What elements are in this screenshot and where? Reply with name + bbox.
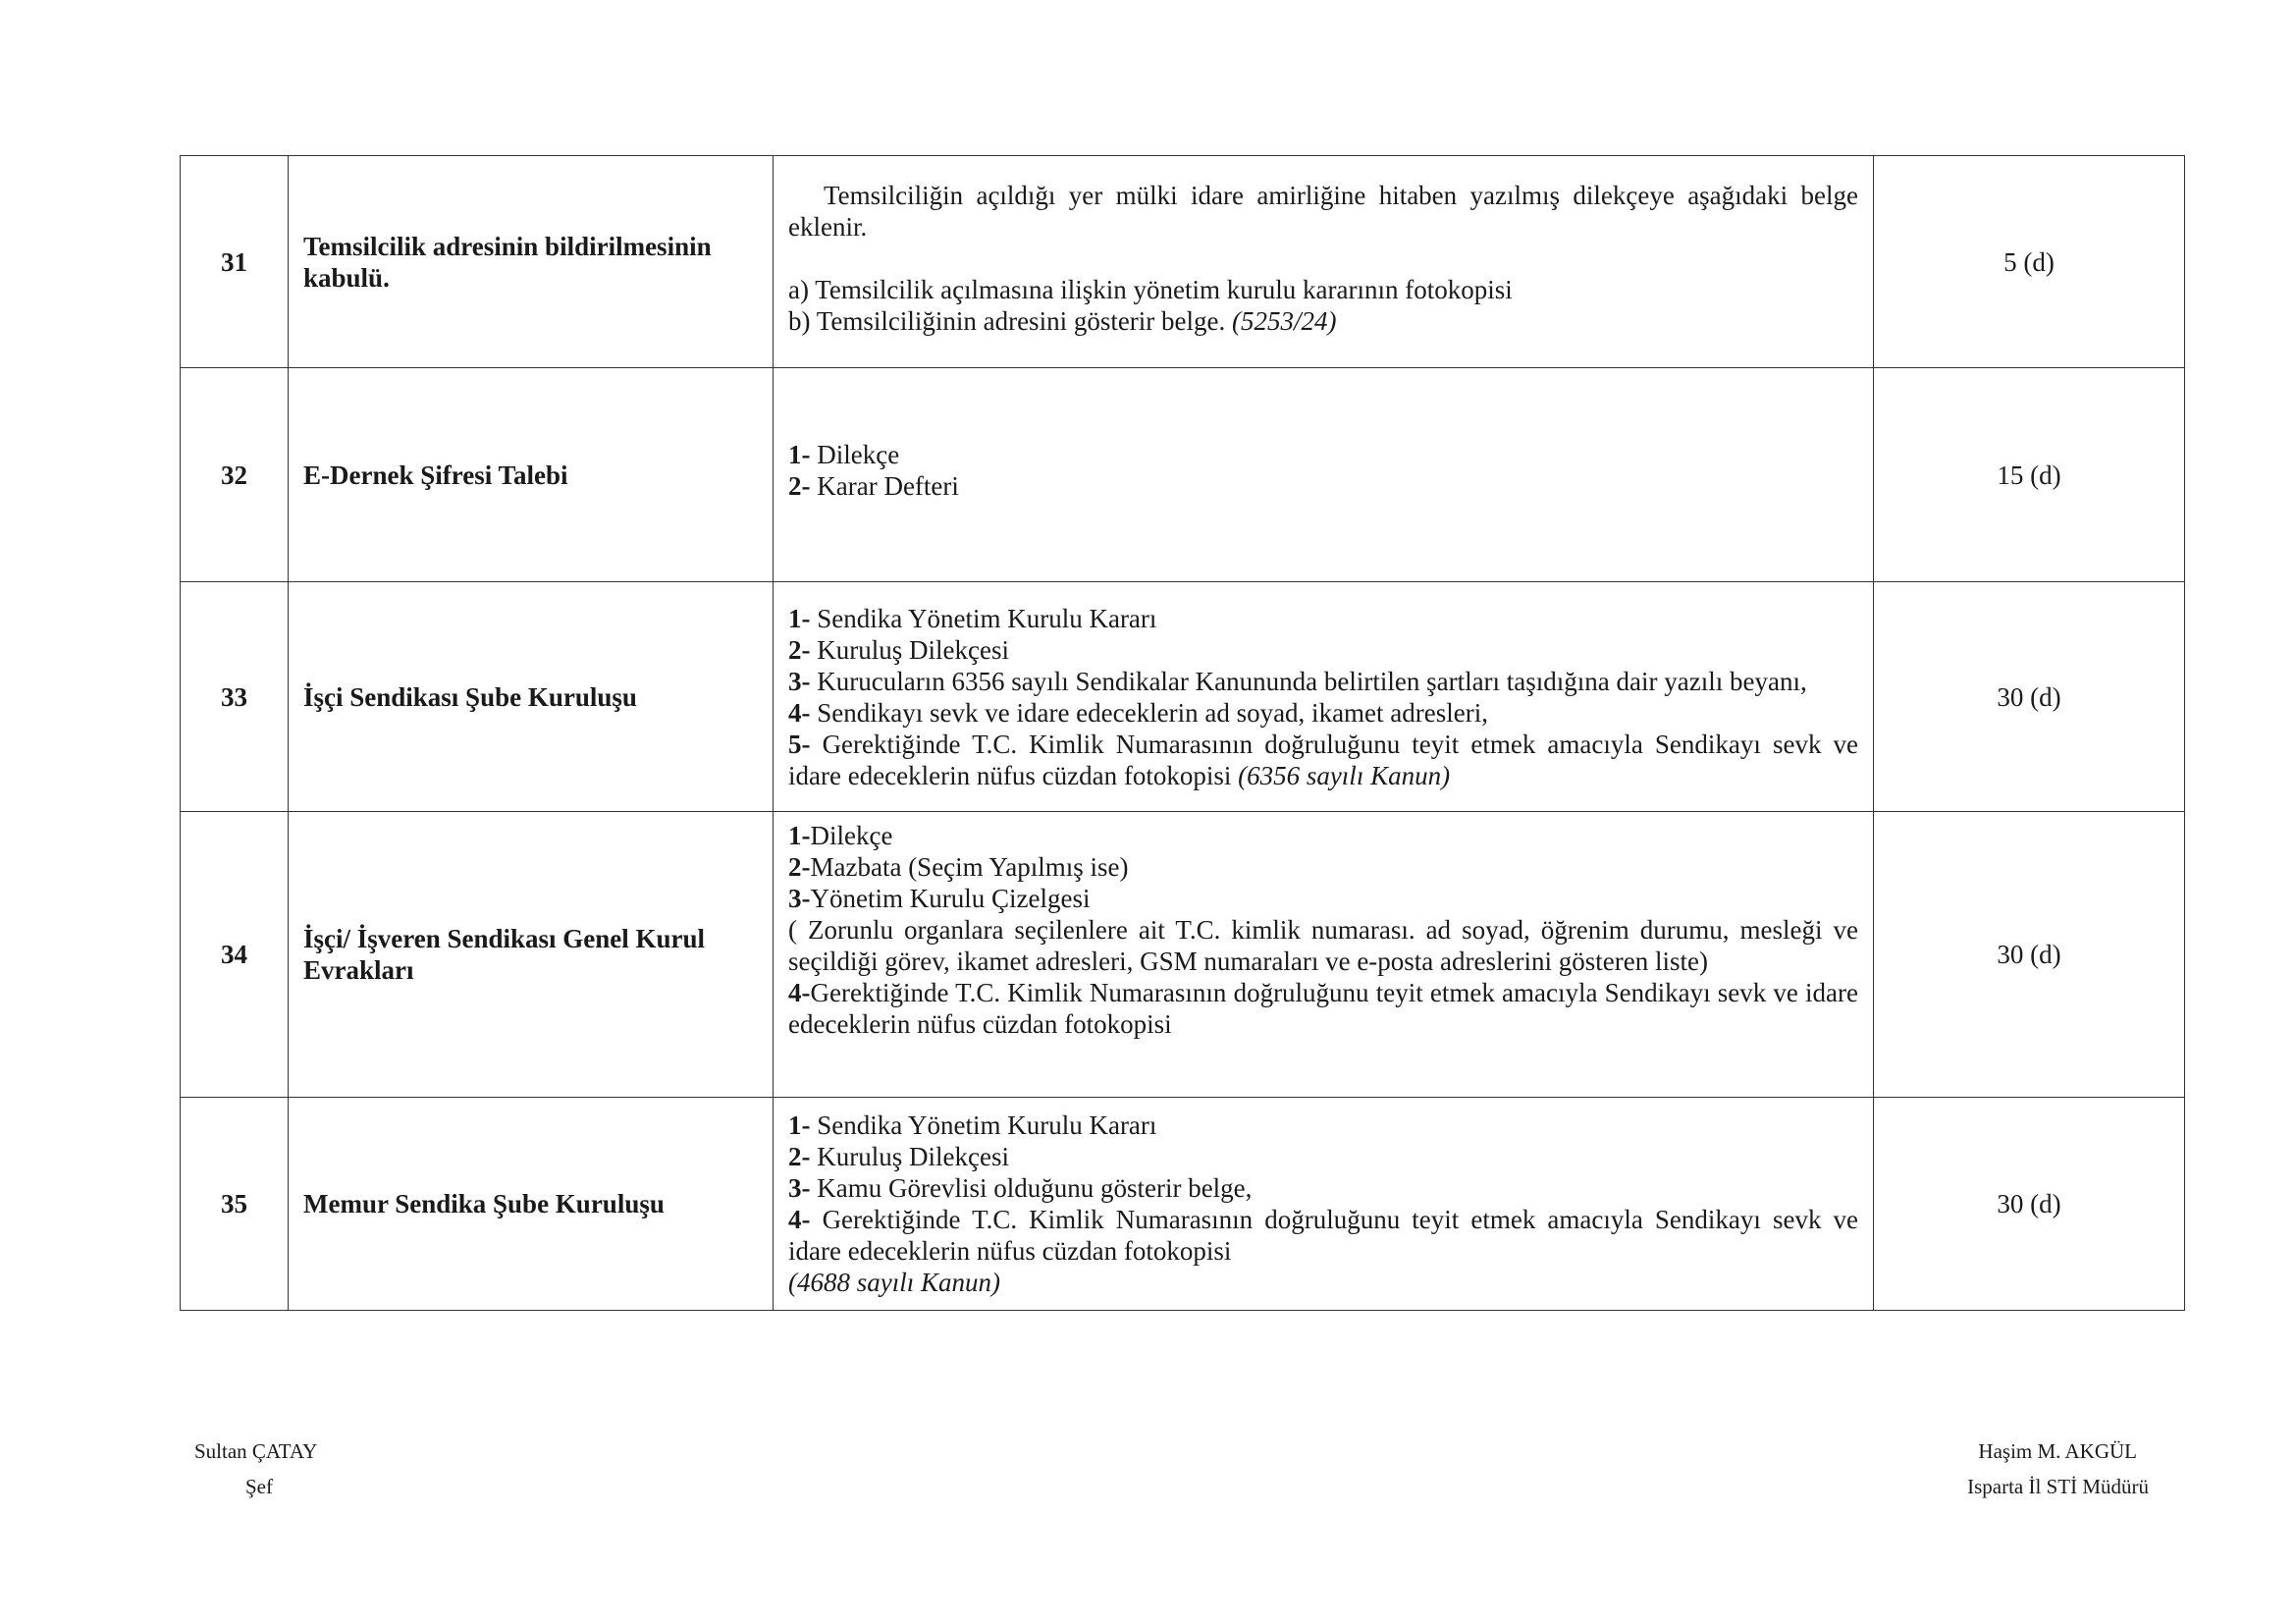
required-documents [774,368,1874,582]
document-item: 1- Sendika Yönetim Kurulu Kararı [788,1110,1157,1140]
signatory-title: Isparta İl STİ Müdürü [1967,1475,2149,1498]
document-item: 2- Kuruluş Dilekçesi [788,1142,1009,1171]
document-item: 1- Sendika Yönetim Kurulu Kararı [788,603,1157,633]
table-row [181,368,2185,582]
completion-time: 5 (d) [1874,156,2185,368]
service-name: İşçi Sendikası Şube Kuruluşu [289,582,774,812]
document-item: 4- Gerektiğinde T.C. Kimlik Numarasının doğruluğunu teyit etmek amacıyla Sendikayı sevk ve idare edeceklerin nüfus cüzdan fotokopisi [788,1205,1858,1266]
document-item: 2- Kuruluş Dilekçesi [788,634,1009,665]
documents-intro: Temsilciliğin açıldığı yer mülki idare amirliğine hitaben yazılmış dilekçeye aşağıdaki belge eklenir. [788,181,1858,242]
table-row [181,1098,2185,1311]
document-item: 3- Kamu Görevlisi olduğunu gösterir belge, [788,1173,1253,1203]
document-item: 1- Dilekçe [788,440,900,469]
document-item: b) Temsilciliğinin adresini gösterir belge. (5253/24) [788,306,1337,336]
required-documents [774,1098,1874,1311]
document-item: 4-Gerektiğinde T.C. Kimlik Numarasının doğruluğunu teyit etmek amacıyla Sendikayı sevk ve idare edeceklerin nüfus cüzdan fotokopisi [788,978,1858,1039]
law-reference: (6356 sayılı Kanun) [1238,760,1451,790]
document-item: a) Temsilcilik açılmasına ilişkin yönetim kurulu kararının fotokopisi [788,275,1513,304]
completion-time: 30 (d) [1874,812,2185,1098]
service-name: Memur Sendika Şube Kuruluşu [289,1098,774,1311]
row-number: 35 [181,1098,289,1311]
row-number: 34 [181,812,289,1098]
table-row [181,812,2185,1098]
document-item: 5- Gerektiğinde T.C. Kimlik Numarasının doğruluğunu teyit etmek amacıyla Sendikayı sevk ve idare edeceklerin nüfus cüzdan fotokopisi (6356 sayılı Kanun) [788,729,1858,790]
signatory-name: Sultan ÇATAY [194,1439,318,1463]
signature-block-left [194,1436,317,1501]
law-reference: (4688 sayılı Kanun) [788,1268,1000,1297]
signatory-name: Haşim M. AKGÜL [1978,1439,2137,1463]
service-name: Temsilcilik adresinin bildirilmesinin kabulü. [289,156,774,368]
completion-time: 30 (d) [1874,1098,2185,1311]
document-item: 2- Karar Defteri [788,471,959,501]
signatory-title: Şef [245,1475,273,1498]
table-row [181,582,2185,812]
signature-block-right [1967,1436,2149,1501]
document-item: 4- Sendikayı sevk ve idare edeceklerin ad soyad, ikamet adresleri, [788,697,1488,728]
services-table [180,155,2185,1311]
service-name: İşçi/ İşveren Sendikası Genel Kurul Evrakları [289,812,774,1098]
law-reference: (5253/24) [1232,306,1337,336]
required-documents [774,156,1874,368]
completion-time: 15 (d) [1874,368,2185,582]
service-name: E-Dernek Şifresi Talebi [289,368,774,582]
table-row [181,156,2185,368]
document-item-note: ( Zorunlu organlara seçilenlere ait T.C. kimlik numarası. ad soyad, öğrenim durumu, mesleği ve seçildiği görev, ikamet adresleri, GSM numaraları ve e-posta adreslerini gösteren liste) [788,915,1858,976]
document-item: 3-Yönetim Kurulu Çizelgesi [788,884,1091,913]
row-number: 33 [181,582,289,812]
required-documents [774,582,1874,812]
document-item: 3- Kurucuların 6356 sayılı Sendikalar Kanununda belirtilen şartları taşıdığına dair yazılı beyanı, [788,666,1807,696]
completion-time: 30 (d) [1874,582,2185,812]
row-number: 31 [181,156,289,368]
document-item: 2-Mazbata (Seçim Yapılmış ise) [788,852,1129,882]
row-number: 32 [181,368,289,582]
document-item: 1-Dilekçe [788,821,893,850]
required-documents [774,812,1874,1098]
